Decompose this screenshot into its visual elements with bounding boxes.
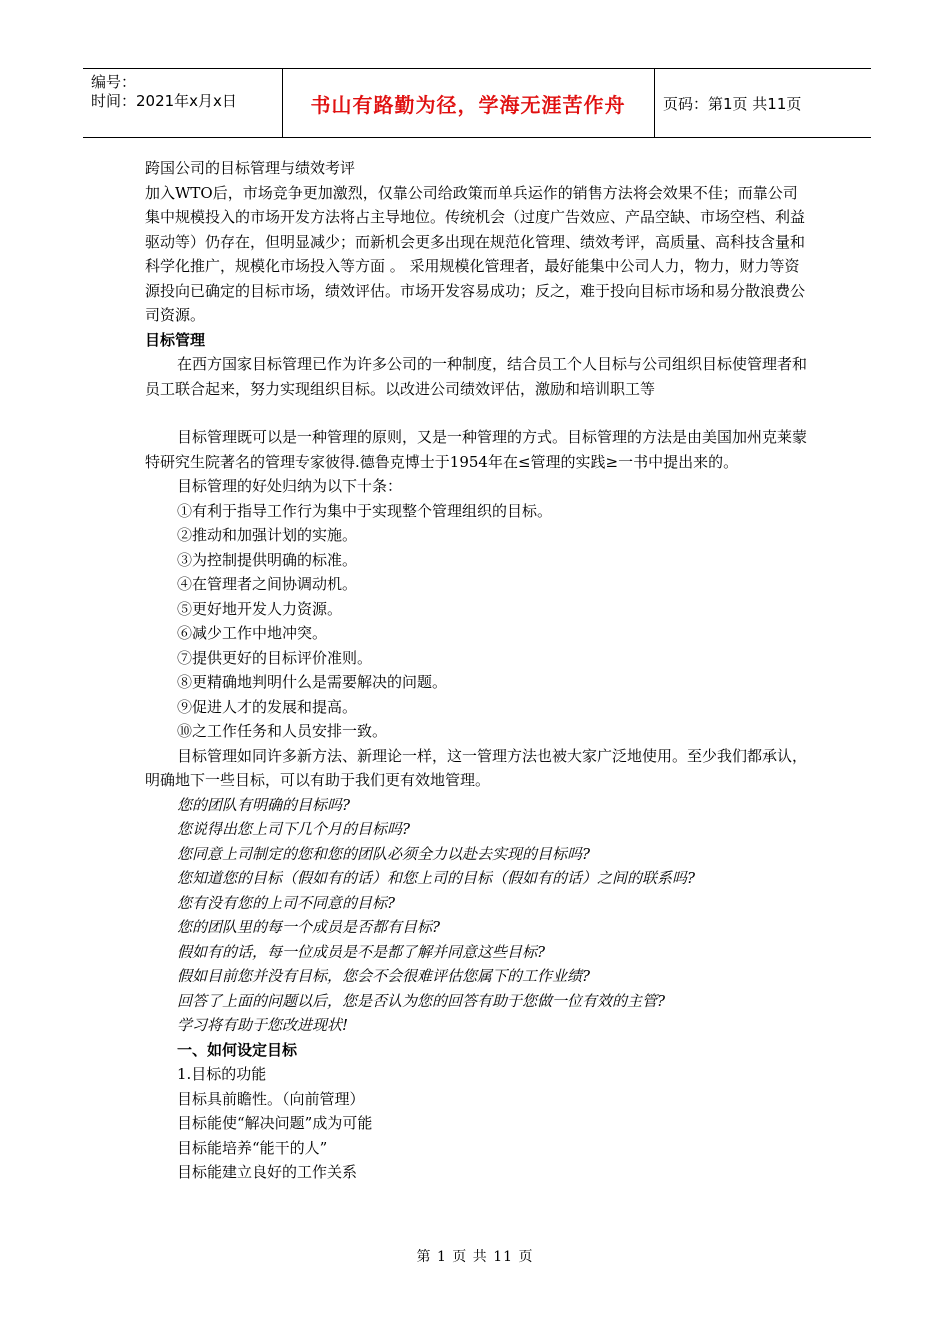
question-item: 您的团队里的每一个成员是否都有目标? <box>177 918 441 936</box>
list-item: ⑨促进人才的发展和提高。 <box>177 697 358 716</box>
question-item: 假如目前您并没有目标，您会不会很难评估您属下的工作业绩? <box>177 967 591 985</box>
section-heading: 一、如何设定目标 <box>177 1040 298 1059</box>
question-item: 回答了上面的问题以后，您是否认为您的回答有助于您做一位有效的主管? <box>177 991 666 1010</box>
sub-heading: 1.目标的功能 <box>177 1065 267 1083</box>
list-item: ②推动和加强计划的实施。 <box>177 526 358 544</box>
list-item: 目标能建立良好的工作关系 <box>177 1163 358 1181</box>
question-item: 您知道您的目标（假如有的话）和您上司的目标（假如有的话）之间的联系吗? <box>177 869 696 887</box>
list-item: ⑤更好地开发人力资源。 <box>177 599 343 618</box>
list-item: ①有利于指导工作行为集中于实现整个管理组织的目标。 <box>177 501 553 520</box>
header-motto: 书山有路勤为径，学海无涯苦作舟 <box>310 92 626 117</box>
question-item: 您说得出您上司下几个月的目标吗? <box>177 820 411 838</box>
document-date-label: 时间：2021年x月x日 <box>91 92 237 110</box>
list-item: 目标能培养“能干的人” <box>177 1138 328 1157</box>
benefits-intro: 目标管理的好处归纳为以下十条： <box>177 477 403 495</box>
paragraph: 在西方国家目标管理已作为许多公司的一种制度，结合员工个人目标与公司组织目标使管理者和员工联合起来，努力实现组织目标。以改进公司绩效评估，激励和培训职工等 <box>145 355 808 398</box>
list-item: 目标能使“解决问题”成为可能 <box>177 1114 373 1132</box>
paragraph: 目标管理既可以是一种管理的原则，又是一种管理的方式。目标管理的方法是由美国加州克莱蒙特研究生院著名的管理专家彼得.德鲁克博士于1954年在≤管理的实践≥一书中提出来的。 <box>145 428 808 471</box>
list-item: ⑧更精确地判明什么是需要解决的问题。 <box>177 673 448 691</box>
question-item: 您同意上司制定的您和您的团队必须全力以赴去实现的目标吗? <box>177 844 591 863</box>
list-item: ③为控制提供明确的标准。 <box>177 550 358 569</box>
document-title: 跨国公司的目标管理与绩效考评 <box>145 159 356 177</box>
section-heading: 目标管理 <box>145 330 206 349</box>
intro-paragraph: 加入WTO后，市场竞争更加激烈，仅靠公司给政策而单兵运作的销售方法将会效果不佳；而靠公司集中规模投入的市场开发方法将占主导地位。传统机会（过度广告效应、产品空缺、市场空档、利益驱动等）仍存在，但明显减少；而新机会更多出现在规范化管理、绩效考评，高质量、高科技含量和科学化推广，规模化市场投入等方面 。 采用规模化管理者，最好能集中公司人力，物力，财力等资源投向已确定的目标市场，绩效评估。市场开发容易成功；反之，难于投向目标市场和易分散浪费公司资源。 <box>145 183 806 324</box>
paragraph: 目标管理如同许多新方法、新理论一样，这一管理方法也被大家广泛地使用。至少我们都承认，明确地下一些目标，可以有助于我们更有效地管理。 <box>145 746 808 789</box>
list-item: ⑩之工作任务和人员安排一致。 <box>177 722 388 740</box>
question-item: 学习将有助于您改进现状! <box>177 1016 349 1034</box>
page-footer: 第 1 页 共 11 页 <box>416 1249 534 1265</box>
document-body <box>145 156 810 1185</box>
list-item: ⑥减少工作中地冲突。 <box>177 624 328 642</box>
list-item: ④在管理者之间协调动机。 <box>177 575 358 593</box>
document-number-label: 编号： <box>91 73 137 91</box>
list-item: 目标具前瞻性。（向前管理） <box>177 1089 365 1108</box>
header-page-label: 页码：第1页 共11页 <box>663 94 802 113</box>
question-item: 您的团队有明确的目标吗? <box>177 795 351 814</box>
header-meta <box>91 73 281 111</box>
list-item: ⑦提供更好的目标评价准则。 <box>177 648 373 667</box>
page-header <box>83 68 871 138</box>
blank-line <box>145 401 810 425</box>
header-divider <box>654 69 655 137</box>
question-item: 您有没有您的上司不同意的目标? <box>177 893 396 912</box>
question-item: 假如有的话，每一位成员是不是都了解并同意这些目标? <box>177 942 546 961</box>
